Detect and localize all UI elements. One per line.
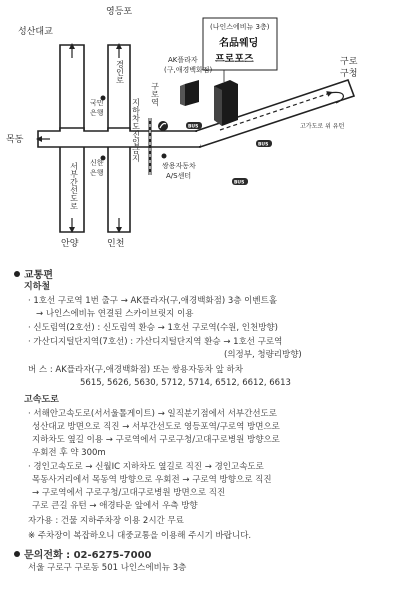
location-map	[0, 0, 400, 262]
label-seongsan: 성산대교	[18, 27, 53, 37]
highway-1c: 지하차도 옆길 이용 → 구로역에서 구로구청/고대구로병원 방향으로	[32, 435, 280, 445]
label-anyang: 안양	[61, 239, 79, 249]
parking-note: ※ 주차장이 복잡하오니 대중교통을 이용해 주시기 바랍니다.	[28, 531, 252, 541]
highway-title: 고속도로	[24, 395, 59, 405]
venue-building	[214, 80, 238, 126]
highway-2d: 구로 큰길 유턴 → 애경타운 앞에서 우측 방향	[32, 501, 198, 511]
label-gukmin-1: 국민	[90, 99, 104, 107]
label-gukmin-2: 은행	[90, 109, 104, 117]
label-guro-2: 구청	[340, 69, 358, 79]
label-venue-name-1: 名品웨딩	[219, 38, 259, 49]
parking-info: 자가용 : 건물 지하주차장 이용 2시간 무료	[28, 516, 184, 526]
subway-line-3b: (의정부, 청량리방향)	[224, 350, 302, 360]
bus-numbers: 5615, 5626, 5630, 5712, 5714, 6512, 6612, 6613	[80, 378, 291, 388]
highway-1a: · 서해안고속도로(서서울톨게이트) → 일직분기점에서 서부간선도로	[28, 409, 277, 419]
label-overpass: 고가도로 위 유턴	[300, 123, 345, 130]
label-guro-1: 구로	[340, 57, 358, 67]
label-shinhan-1: 신한	[90, 159, 104, 167]
subway-line-2: · 신도림역(2호선) : 신도림역 환승 → 1호선 구로역(수원, 인천방향)	[28, 323, 278, 333]
bullet-icon	[14, 271, 20, 277]
label-guro-station: 구로역	[150, 82, 160, 106]
subway-line-1a: · 1호선 구로역 1번 출구 → AK플라자(구,애경백화점) 3층 이벤트홀	[28, 296, 278, 306]
subway-line-1b: → 나인스에비뉴 연결된 스카이브릿지 이용	[36, 309, 194, 319]
highway-2b: 목동사거리에서 목동역 방향으로 우회전 → 구로역 방향으로 직진	[32, 475, 272, 485]
highway-1d: 우회전 후 약 300m	[32, 448, 106, 458]
label-digital: 지하차도진입금지	[131, 98, 141, 162]
label-ssangyong-2: A/S센터	[166, 172, 192, 180]
label-ssangyong-1: 쌍용자동차	[162, 162, 196, 170]
bullet-icon	[14, 551, 20, 557]
transport-title: 교통편	[14, 266, 53, 281]
label-mokdong: 목동	[6, 135, 24, 145]
label-shinhan-2: 은행	[90, 169, 104, 177]
subway-title: 지하철	[24, 282, 51, 292]
bus-info: 버 스 : AK플라자(구,애경백화점) 또는 쌍용자동차 앞 하차	[28, 365, 243, 375]
label-yeongdeungpo: 영등포	[106, 7, 133, 17]
highway-1b: 성산대교 방면으로 직진 → 서부간선도로 영등포역/구로역 방면으로	[32, 422, 280, 432]
label-ak-plaza-old: (구,애경백화점)	[164, 66, 213, 74]
subway-line-3a: · 가산디지털단지역(7호선) : 가산디지털단지역 환승 → 1호선 구로역	[28, 337, 283, 347]
label-venue-floor: (나인스에비뉴 3층)	[210, 23, 270, 31]
contact-title: 문의전화 : 02-6275-7000	[14, 546, 151, 561]
bus-badge-3: BUS	[234, 180, 245, 186]
label-incheon: 인천	[107, 239, 125, 249]
label-gyeongin-road: 경인로	[115, 60, 125, 84]
label-seobu-road: 서부간선도로	[69, 162, 79, 210]
ak-plaza-building	[180, 80, 199, 106]
contact-address: 서울 구로구 구로동 501 나인스에비뉴 3층	[28, 563, 187, 573]
subway-icon	[158, 121, 168, 131]
bus-badge-1: BUS	[188, 124, 199, 130]
ssangyong-marker	[162, 154, 167, 159]
highway-2c: → 구로역에서 구로구청/고대구로병원 방면으로 직진	[32, 488, 226, 498]
bus-badge-2: BUS	[258, 142, 269, 148]
label-venue-name-2: 프로포즈	[215, 54, 254, 65]
highway-2a: · 경인고속도로 → 신월IC 지하차도 옆길로 직진 → 경인고속도로	[28, 462, 264, 472]
label-ak-plaza: AK플라자	[168, 56, 198, 64]
